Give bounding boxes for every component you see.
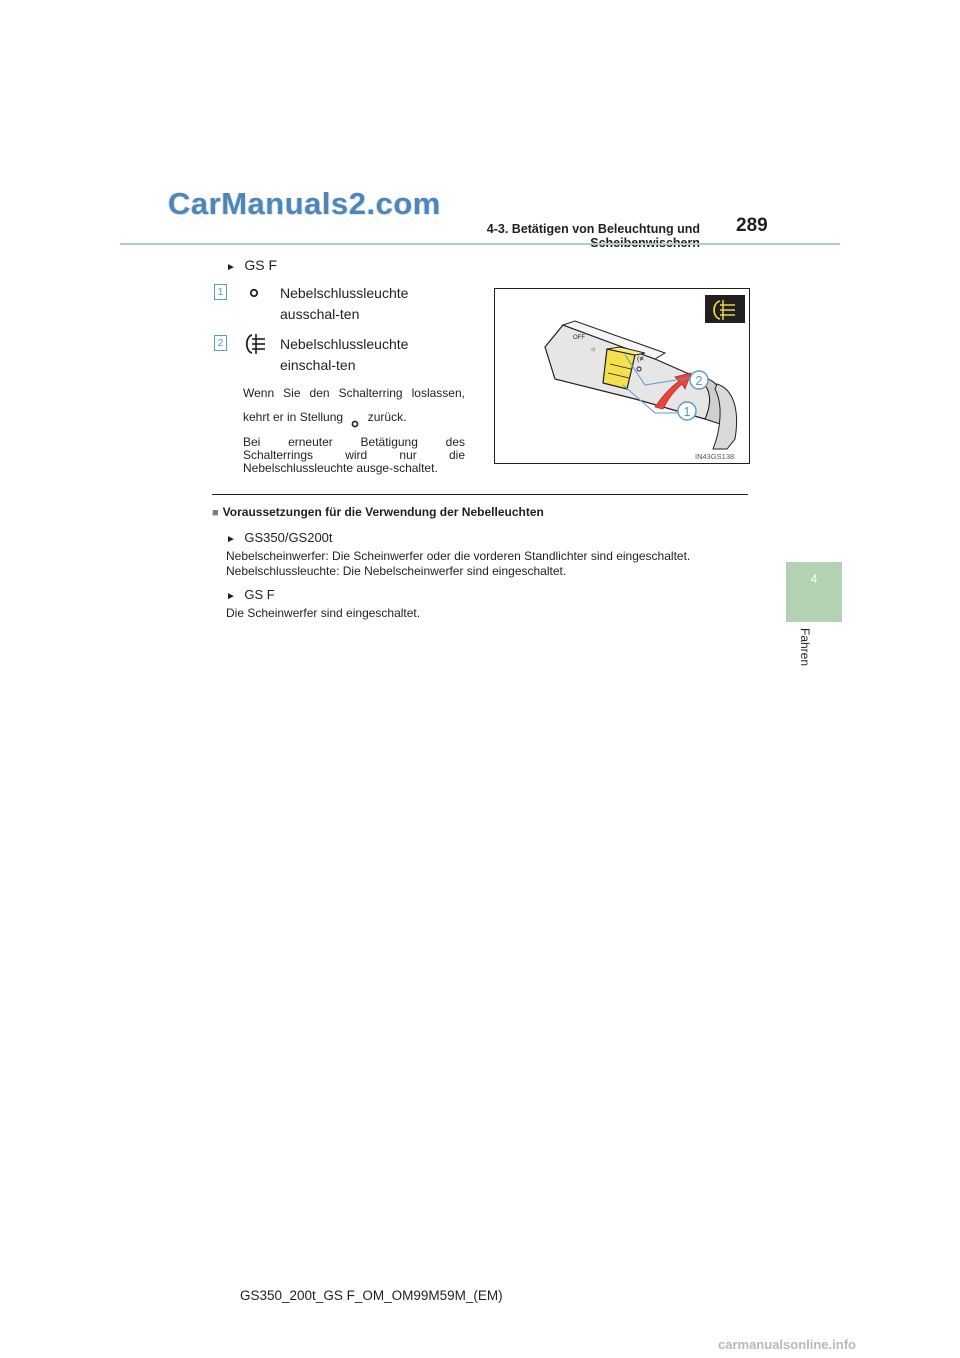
page-number: 289 [736,215,768,236]
chapter-label-box [790,628,840,672]
rear-fog-light-icon [242,332,268,356]
item-number-badge-2: 2 [214,335,227,351]
model-heading-gsf [226,257,277,275]
conditions-heading [212,505,544,519]
svg-text:☼: ☼ [590,346,597,353]
light-switch-figure [494,288,750,464]
release-note-prefix: Wenn Sie den Schalterring loslassen, kehrt er in Stellung [243,386,465,424]
repeat-note: Bei erneuter Betätigung des Schalterrings wird nur die Nebelschlussleuchte ausge-schaltet. [243,435,465,475]
model-label: GS F [244,257,278,273]
fog-indicator-icon [705,295,745,323]
square-bullet-icon: ■ [212,507,219,519]
chapter-tab [786,562,842,622]
item-text-2: Nebelschlussleuchte einschal-ten [280,336,409,373]
callout-label-2: 2 [695,373,703,388]
triangle-bullet-icon: ► [226,534,236,545]
item-number-badge-1: 1 [214,284,227,300]
fog-off-circle-icon-inline [346,413,364,423]
figure-code: IN43GS138 [695,452,735,461]
release-note-suffix: zurück. [367,410,407,424]
chapter-label: Fahren [798,628,812,667]
model-heading-gs350 [226,529,333,547]
model-label: GS F [244,587,275,602]
footer-watermark: carmanualsonline.info [718,1337,856,1352]
fog-off-circle-icon [246,286,262,300]
conditions-heading-text: Voraussetzungen für die Verwendung der Nebelleuchten [222,505,544,519]
condition-text-gsf: Die Scheinwerfer sind eingeschaltet. [226,606,421,620]
release-note [243,381,465,429]
light-switch-illustration [495,289,749,463]
combination-switch-stalk [545,321,737,449]
model-heading-gsf-2 [226,586,275,604]
item-text-1: Nebelschlussleuchte ausschal-ten [280,285,409,322]
model-label: GS350/GS200t [244,530,333,545]
condition-line-fog-front: Nebelscheinwerfer: Die Scheinwerfer oder die vorderen Standlichter sind eingeschaltet. [226,549,691,563]
callout-label-1: 1 [683,404,691,419]
svg-text:OFF: OFF [573,335,585,341]
svg-text:(≢: (≢ [637,356,647,363]
section-divider [212,494,748,495]
chapter-number: 4 [810,572,818,586]
header-divider [120,243,840,245]
condition-text-gs350 [226,549,746,579]
site-watermark-logo: CarManuals2.com [168,186,441,221]
triangle-bullet-icon: ► [226,262,236,273]
triangle-bullet-icon: ► [226,591,236,602]
document-code: GS350_200t_GS F_OM_OM99M59M_(EM) [240,1288,503,1303]
condition-line-fog-rear: Nebelschlussleuchte: Die Nebelscheinwerfer sind eingeschaltet. [226,564,567,578]
section-title: 4-3. Betätigen von Beleuchtung und [486,222,700,236]
